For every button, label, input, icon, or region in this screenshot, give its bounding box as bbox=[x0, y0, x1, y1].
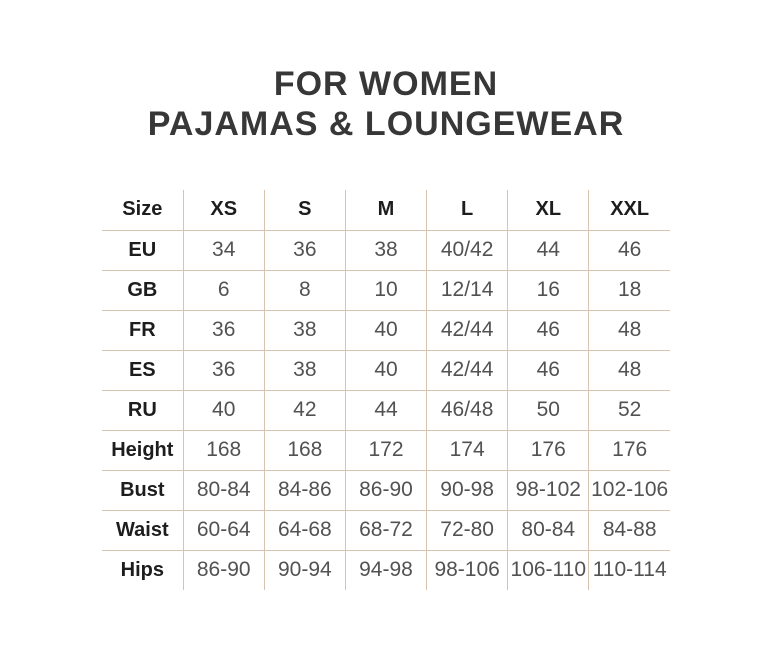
column-header-m: M bbox=[345, 190, 426, 230]
table-cell: 18 bbox=[589, 270, 670, 310]
table-cell: 68-72 bbox=[345, 510, 426, 550]
table-row bbox=[102, 550, 670, 590]
table-cell: 42/44 bbox=[427, 310, 508, 350]
size-chart-table bbox=[102, 190, 670, 590]
table-cell: 98-106 bbox=[427, 550, 508, 590]
table-cell: 48 bbox=[589, 310, 670, 350]
column-header-l: L bbox=[427, 190, 508, 230]
table-cell: 40 bbox=[345, 350, 426, 390]
table-cell: 168 bbox=[183, 430, 264, 470]
table-cell: 86-90 bbox=[183, 550, 264, 590]
table-row bbox=[102, 270, 670, 310]
table-cell: 98-102 bbox=[508, 470, 589, 510]
table-row bbox=[102, 230, 670, 270]
table-row bbox=[102, 470, 670, 510]
table-cell: 46 bbox=[508, 310, 589, 350]
row-label: EU bbox=[102, 230, 183, 270]
table-cell: 36 bbox=[264, 230, 345, 270]
row-label: GB bbox=[102, 270, 183, 310]
table-cell: 90-94 bbox=[264, 550, 345, 590]
table-cell: 80-84 bbox=[183, 470, 264, 510]
table-cell: 94-98 bbox=[345, 550, 426, 590]
table-cell: 64-68 bbox=[264, 510, 345, 550]
table-cell: 50 bbox=[508, 390, 589, 430]
table-cell: 36 bbox=[183, 310, 264, 350]
table-cell: 38 bbox=[264, 310, 345, 350]
row-label: RU bbox=[102, 390, 183, 430]
table-cell: 12/14 bbox=[427, 270, 508, 310]
table-cell: 84-88 bbox=[589, 510, 670, 550]
table-cell: 46/48 bbox=[427, 390, 508, 430]
table-cell: 42 bbox=[264, 390, 345, 430]
table-cell: 48 bbox=[589, 350, 670, 390]
table-cell: 46 bbox=[589, 230, 670, 270]
column-header-xs: XS bbox=[183, 190, 264, 230]
table-row bbox=[102, 510, 670, 550]
table-cell: 44 bbox=[508, 230, 589, 270]
row-label: Height bbox=[102, 430, 183, 470]
table-cell: 42/44 bbox=[427, 350, 508, 390]
page-title-line2: PAJAMAS & LOUNGEWEAR bbox=[147, 105, 625, 143]
table-cell: 52 bbox=[589, 390, 670, 430]
row-label: Waist bbox=[102, 510, 183, 550]
table-cell: 176 bbox=[589, 430, 670, 470]
table-cell: 8 bbox=[264, 270, 345, 310]
table-cell: 38 bbox=[345, 230, 426, 270]
table-cell: 6 bbox=[183, 270, 264, 310]
header-row bbox=[102, 190, 670, 230]
column-header-xl: XL bbox=[508, 190, 589, 230]
table-cell: 106-110 bbox=[508, 550, 589, 590]
row-label: Bust bbox=[102, 470, 183, 510]
table-cell: 16 bbox=[508, 270, 589, 310]
table-cell: 40/42 bbox=[427, 230, 508, 270]
table-cell: 10 bbox=[345, 270, 426, 310]
page-title bbox=[0, 0, 772, 144]
table-cell: 110-114 bbox=[589, 550, 670, 590]
table-cell: 172 bbox=[345, 430, 426, 470]
table-cell: 38 bbox=[264, 350, 345, 390]
table-cell: 40 bbox=[345, 310, 426, 350]
table-row bbox=[102, 430, 670, 470]
table-cell: 72-80 bbox=[427, 510, 508, 550]
table-cell: 86-90 bbox=[345, 470, 426, 510]
table-cell: 44 bbox=[345, 390, 426, 430]
column-header-size: Size bbox=[122, 198, 163, 221]
table-cell: 84-86 bbox=[264, 470, 345, 510]
table-cell: 176 bbox=[508, 430, 589, 470]
row-label: Hips bbox=[102, 550, 183, 590]
table-row bbox=[102, 310, 670, 350]
table-cell: 40 bbox=[183, 390, 264, 430]
table-cell: 174 bbox=[427, 430, 508, 470]
table-cell: 46 bbox=[508, 350, 589, 390]
table-cell: 60-64 bbox=[183, 510, 264, 550]
page-title-line1: FOR WOMEN bbox=[273, 65, 499, 103]
table-cell: 34 bbox=[183, 230, 264, 270]
size-table-body bbox=[102, 230, 670, 590]
column-header-s: S bbox=[264, 190, 345, 230]
table-row bbox=[102, 350, 670, 390]
table-cell: 102-106 bbox=[589, 470, 670, 510]
table-cell: 36 bbox=[183, 350, 264, 390]
table-cell: 80-84 bbox=[508, 510, 589, 550]
row-label: ES bbox=[102, 350, 183, 390]
row-label: FR bbox=[102, 310, 183, 350]
column-header-xxl: XXL bbox=[589, 190, 670, 230]
table-cell: 168 bbox=[264, 430, 345, 470]
table-row bbox=[102, 390, 670, 430]
table-cell: 90-98 bbox=[427, 470, 508, 510]
